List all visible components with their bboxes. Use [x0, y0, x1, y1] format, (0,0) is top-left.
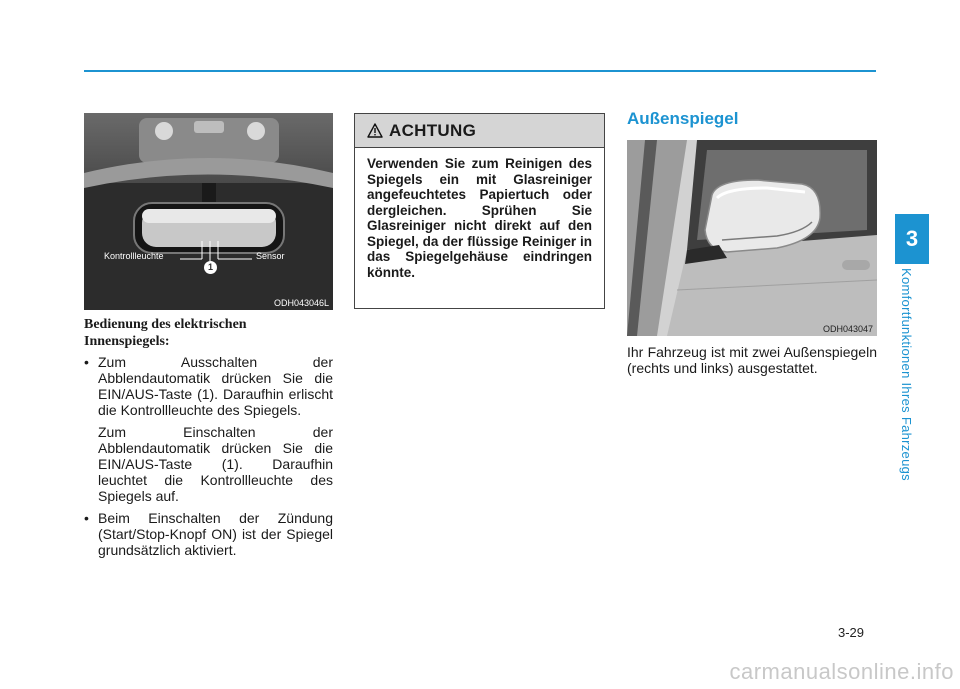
- watermark: carmanualsonline.info: [729, 659, 954, 684]
- list-item: [84, 510, 333, 558]
- callout-number: 1: [204, 261, 217, 274]
- body-paragraph: Ihr Fahrzeug ist mit zwei Außenspiegeln (rechts und links) ausgestattet.: [627, 344, 877, 376]
- caution-box: [354, 113, 605, 309]
- rearview-mirror-photo: [84, 113, 333, 310]
- callout-kontrollleuchte: Kontrollleuchte: [104, 251, 164, 261]
- figure-code-right: ODH043047: [822, 324, 873, 334]
- top-rule: [84, 70, 876, 72]
- list-item-text: Zum Ausschalten der Abblendautomatik drücken Sie die EIN/AUS-Taste (1). Daraufhin erlischt die Kontrollleuchte des Spiegels.: [98, 354, 333, 418]
- callout-sensor: Sensor: [256, 251, 285, 261]
- side-mirror-photo: [627, 140, 877, 336]
- bullet-symbol: •: [84, 510, 89, 526]
- instruction-list: [84, 354, 333, 564]
- list-item: [84, 354, 333, 504]
- caution-text: Verwenden Sie zum Reinigen des Spiegels ein mit Glasreiniger angefeuchtetes Papiertuch oder dergleichen. Sprühen Sie Glasreiniger nicht direkt auf den Spiegel, da der flüssige Reiniger in das Spiegelgehäuse eindringen könnte.: [367, 156, 592, 280]
- section-title: Außenspiegel: [627, 109, 739, 128]
- caution-title: ACHTUNG: [389, 120, 477, 140]
- rearview-mirror-illustration: [84, 113, 333, 310]
- warning-triangle-icon: [367, 123, 383, 138]
- chapter-tab: 3: [895, 214, 929, 264]
- list-item-text: Beim Einschalten der Zündung (Start/Stop-Knopf ON) ist der Spiegel grundsätzlich aktiviert.: [98, 510, 333, 558]
- side-mirror-illustration: [627, 140, 877, 336]
- list-item-text: Zum Einschalten der Abblendautomatik drücken Sie die EIN/AUS-Taste (1). Daraufhin leuchtet die Kontrollleuchte des Spiegels auf.: [98, 424, 333, 504]
- page-number: 3-29: [838, 625, 865, 640]
- chapter-title: Komfortfunktionen Ihres Fahrzeugs: [899, 268, 914, 481]
- figure-code-left: ODH043046L: [273, 298, 329, 308]
- caution-header: [355, 114, 604, 148]
- bullet-symbol: •: [84, 354, 89, 370]
- section-subheading: Bedienung des elektrischen Innenspiegels:: [84, 317, 247, 349]
